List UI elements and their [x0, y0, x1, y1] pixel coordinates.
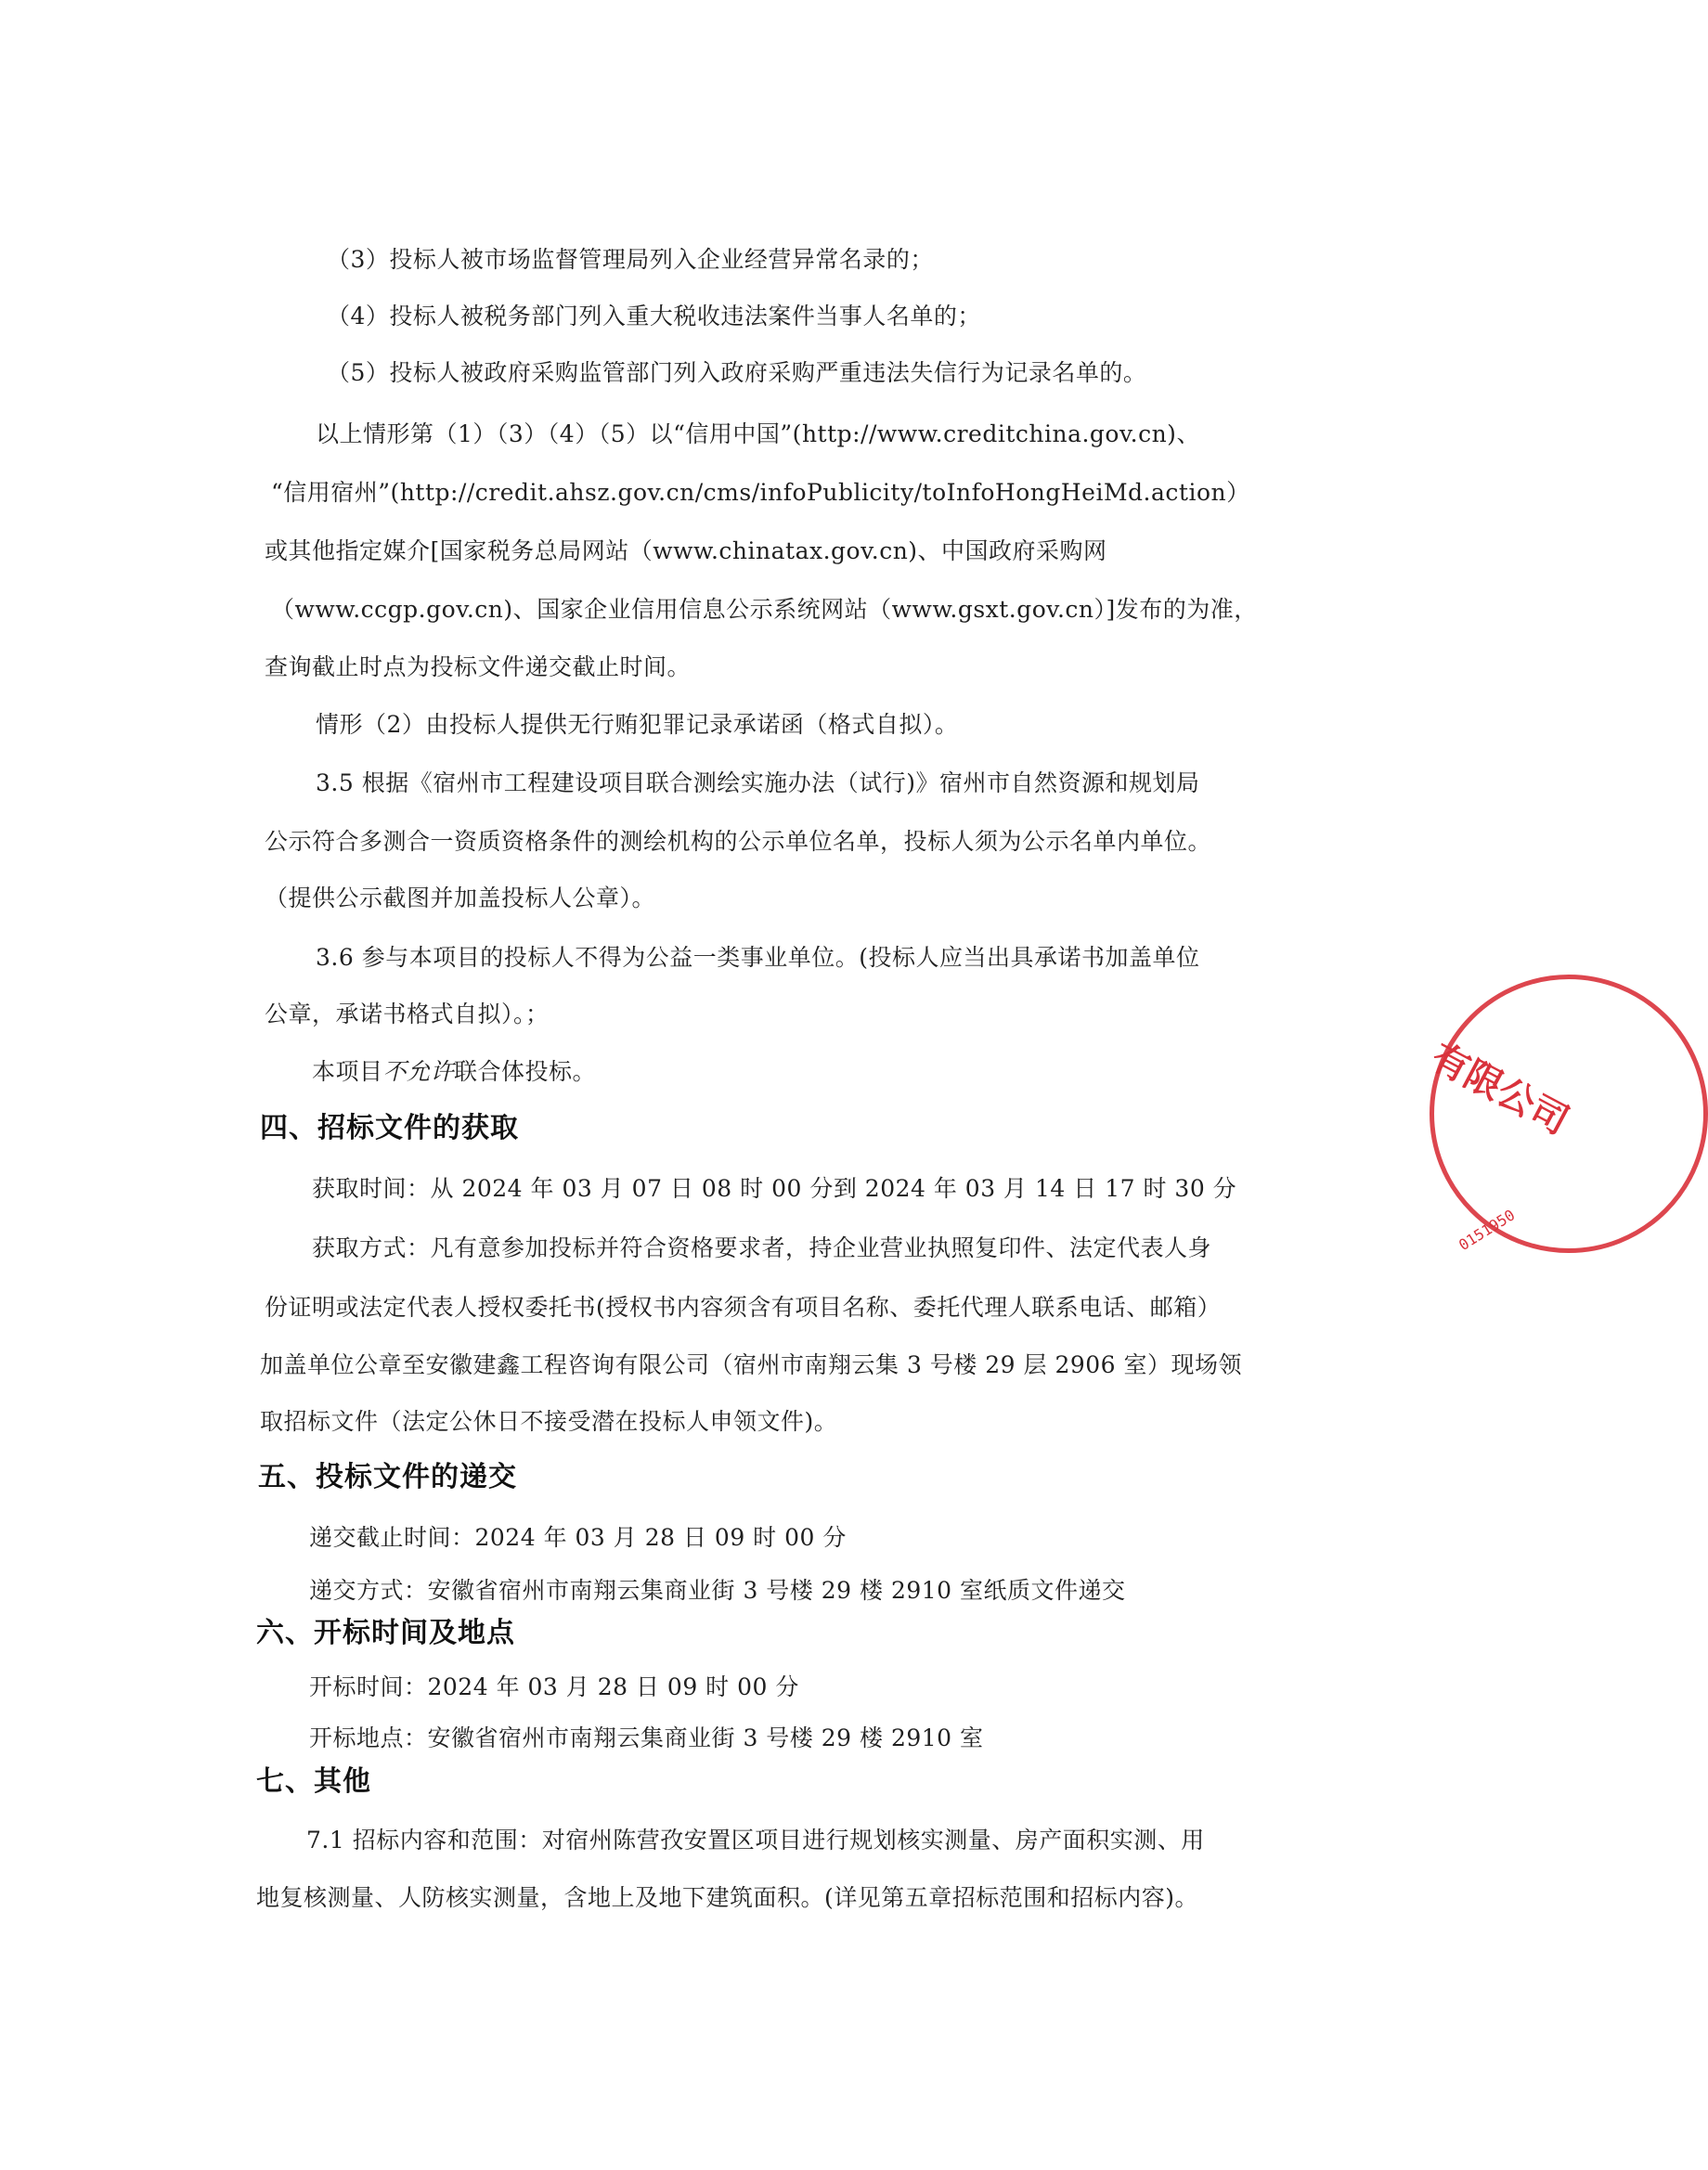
scope-line-1: 7.1 招标内容和范围：对宿州陈营孜安置区项目进行规划核实测量、房产面积实测、用	[306, 1827, 1205, 1854]
joint-bid-suffix: 联合体投标。	[454, 1058, 597, 1085]
seal-text: 有限公司	[1424, 1035, 1576, 1143]
clause-3-6-line-1: 3.6 参与本项目的投标人不得为公益一类事业单位。(投标人应当出具承诺书加盖单位	[316, 944, 1200, 971]
clause-3-5-line-1: 3.5 根据《宿州市工程建设项目联合测绘实施办法（试行)》宿州市自然资源和规划局	[316, 769, 1200, 796]
clause-3-5-line-2: 公示符合多测合一资质资格条件的测绘机构的公示单位名单，投标人须为公示名单内单位。	[265, 828, 1212, 855]
acquisition-time: 获取时间：从 2024 年 03 月 07 日 08 时 00 分到 2024 年 03 月 14 日 17 时 30 分	[312, 1175, 1237, 1202]
clause-3-5-line-3: （提供公示截图并加盖投标人公章）。	[265, 885, 656, 911]
joint-bid-line	[312, 1056, 596, 1088]
clause-3-6-line-2: 公章，承诺书格式自拟）。；	[265, 1001, 550, 1027]
submission-deadline: 递交截止时间：2024 年 03 月 28 日 09 时 00 分	[309, 1524, 847, 1551]
criterion-3: （3）投标人被市场监督管理局列入企业经营异常名录的；	[327, 246, 934, 273]
section-4-heading: 四、招标文件的获取	[260, 1112, 519, 1144]
opening-time: 开标时间：2024 年 03 月 28 日 09 时 00 分	[309, 1673, 799, 1700]
criterion-5: （5）投标人被政府采购监管部门列入政府采购严重违法失信行为记录名单的。	[327, 359, 1147, 386]
credit-sources-line-5: 查询截止时点为投标文件递交截止时间。	[265, 653, 692, 680]
section-6-heading: 六、开标时间及地点	[256, 1617, 515, 1649]
section-7-heading: 七、其他	[256, 1765, 371, 1798]
credit-sources-line-3: 或其他指定媒介[国家税务总局网站（www.chinatax.gov.cn)、中国政府采购网	[265, 537, 1107, 564]
submission-method: 递交方式：安徽省宿州市南翔云集商业街 3 号楼 29 楼 2910 室纸质文件递交	[309, 1577, 1126, 1604]
criterion-4: （4）投标人被税务部门列入重大税收违法案件当事人名单的；	[327, 303, 981, 329]
acquisition-method-line-4: 取招标文件（法定公休日不接受潜在投标人申领文件)。	[260, 1408, 838, 1435]
joint-bid-prefix: 本项目	[312, 1058, 383, 1085]
acquisition-method-line-1: 获取方式：凡有意参加投标并符合资格要求者，持企业营业执照复印件、法定代表人身	[312, 1234, 1212, 1261]
credit-sources-line-4: （www.ccgp.gov.cn)、国家企业信用信息公示系统网站（www.gsxt.gov.cn）]发布的为准，	[271, 596, 1258, 623]
credit-sources-line-2: “信用宿州”(http://credit.ahsz.gov.cn/cms/infoPublicity/toInfoHongHeiMd.action）	[271, 479, 1250, 506]
seal-number: 0151950	[1456, 1206, 1519, 1255]
acquisition-method-line-2: 份证明或法定代表人授权委托书(授权书内容须含有项目名称、委托代理人联系电话、邮箱）	[265, 1294, 1222, 1321]
credit-sources-line-1: 以上情形第（1）（3）（4）（5）以“信用中国”(http://www.creditchina.gov.cn)、	[316, 420, 1200, 447]
joint-bid-emphasis: 不允许	[382, 1058, 455, 1085]
situation-2-line: 情形（2）由投标人提供无行贿犯罪记录承诺函（格式自拟）。	[316, 711, 959, 738]
acquisition-method-line-3: 加盖单位公章至安徽建鑫工程咨询有限公司（宿州市南翔云集 3 号楼 29 层 2906 室）现场领	[260, 1351, 1243, 1378]
scope-line-2: 地复核测量、人防核实测量，含地上及地下建筑面积。(详见第五章招标范围和招标内容)。	[256, 1884, 1199, 1911]
section-5-heading: 五、投标文件的递交	[258, 1461, 517, 1493]
opening-place: 开标地点：安徽省宿州市南翔云集商业街 3 号楼 29 楼 2910 室	[309, 1724, 984, 1751]
